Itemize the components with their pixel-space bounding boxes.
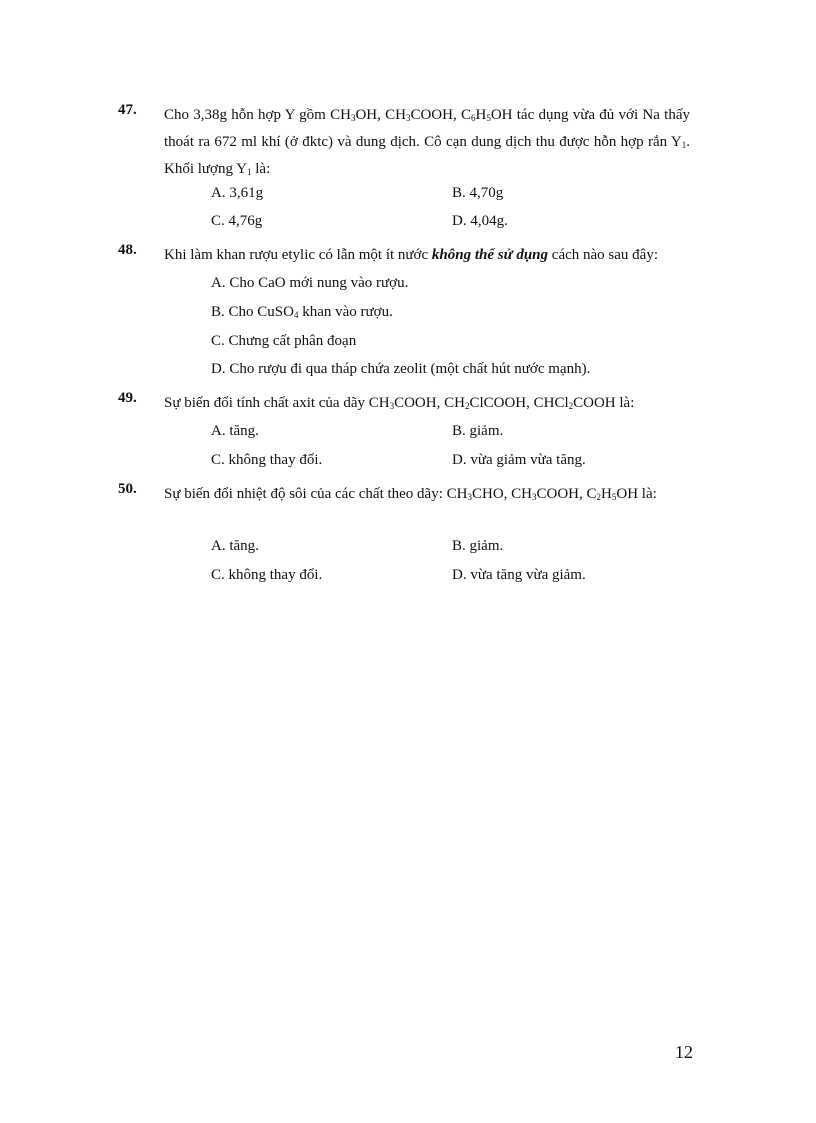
page-number: 12 [675,1042,693,1062]
question-50 [118,481,690,508]
question-number: 47. [118,102,137,118]
question-number: 50. [118,481,137,497]
option-c: C. không thay đổi. [211,452,323,468]
option-d: D. 4,04g. [452,213,508,229]
question-text: Sự biến đổi tính chất axit của dãy $CH_3COOH$, $CH_2ClCOOH$, CHCl$_2$COOH là: [164,395,635,411]
emphasis-text: không thể sử dụng [431,247,549,263]
question-number: 48. [118,242,137,258]
question-number: 49. [118,390,137,406]
option-a: A. Cho CaO mới nung vào rượu. [211,275,409,291]
option-c: C. không thay đổi. [211,567,323,583]
option-b: B. Cho CuSO$_4$ khan vào rượu. [211,304,393,320]
question-text: Khi làm khan rượu etylic có lẫn một ít nước không thể sử dụng cách nào sau đây: [164,247,658,263]
option-c: C. Chưng cất phân đoạn [211,333,357,349]
option-a: A. 3,61g [211,185,264,201]
question-48 [118,242,690,269]
option-c: C. 4,76g [211,213,263,229]
question-47 [118,102,690,183]
question-text: Sự biến đổi nhiệt độ sôi của các chất theo dãy: $CH_3CHO$, $CH_3COOH$, $C_2H_5OH$ là: [164,486,657,502]
option-a: A. tăng. [211,538,259,554]
option-b: B. giảm. [452,538,504,554]
option-d: D. vừa tăng vừa giảm. [452,567,586,583]
question-49 [118,390,690,417]
option-b: B. 4,70g [452,185,504,201]
option-a: A. tăng. [211,423,259,439]
option-d: D. Cho rượu đi qua tháp chứa zeolit (một chất hút nước mạnh). [211,361,591,377]
option-b: B. giảm. [452,423,504,439]
option-d: D. vừa giảm vừa tăng. [452,452,586,468]
question-text: Cho 3,38g hỗn hợp Y gồm $CH_3OH$, $CH_3COOH$, $C_6H_5OH$ tác dụng vừa đủ với Na thấy thoát ra 672 ml khí (ở đktc) và dung dịch. Cô cạn dung dịch thu được hỗn hợp rắn $Y_1$. Khối lượng $Y_1$ là: [164,107,690,177]
